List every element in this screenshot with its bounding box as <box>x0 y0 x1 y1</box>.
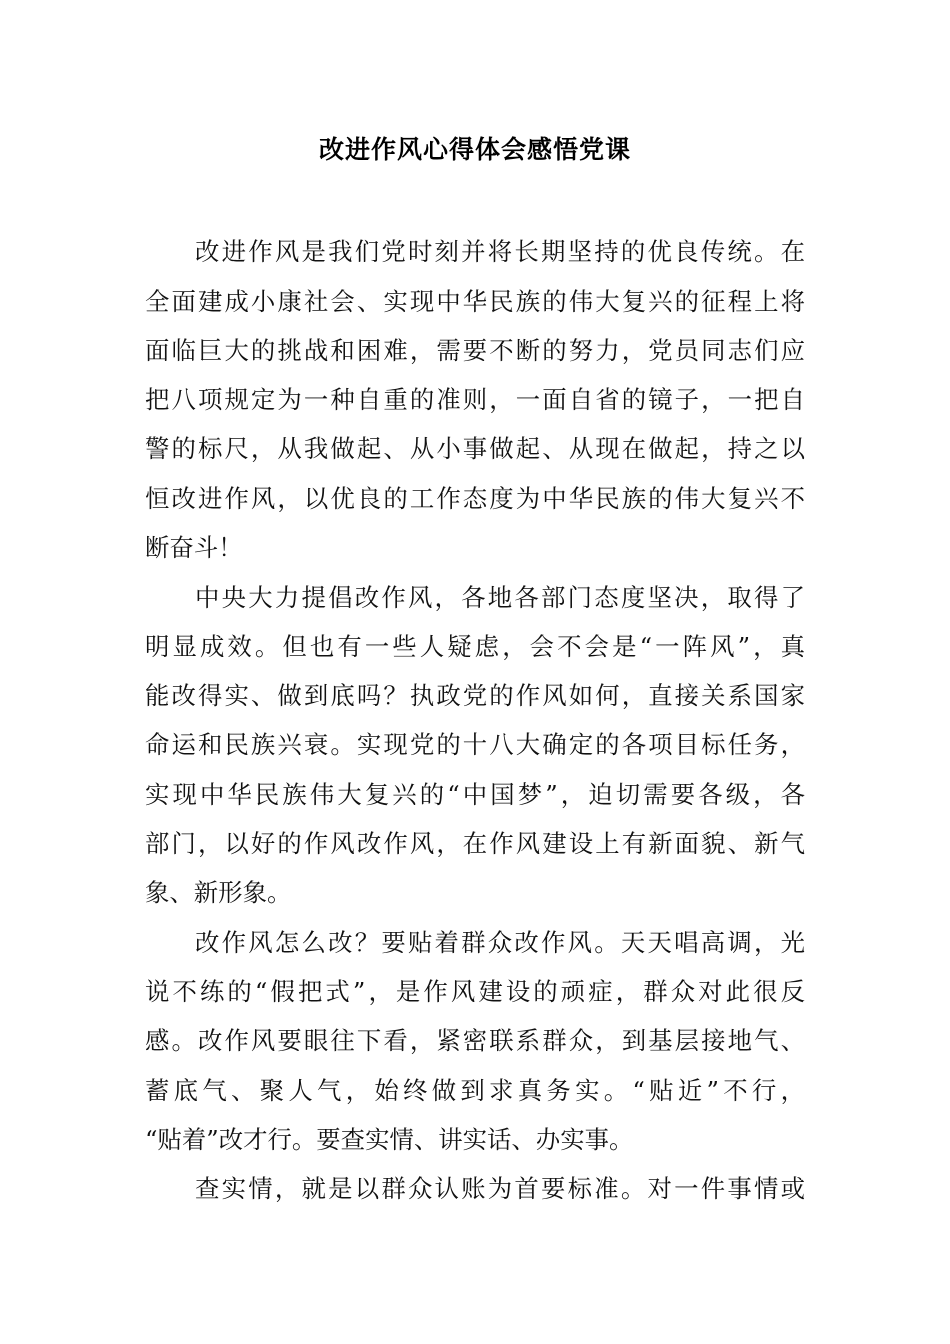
text-line: 改作风怎么改？要贴着群众改作风。天天唱高调，光 <box>195 928 805 957</box>
text-line: 把八项规定为一种自重的准则，一面自省的镜子，一把自 <box>145 385 805 414</box>
document-title: 改进作风心得体会感悟党课 <box>318 135 631 164</box>
text-line: 警的标尺，从我做起、从小事做起、从现在做起，持之以 <box>145 434 805 463</box>
text-line: 说不练的“假把式”，是作风建设的顽症，群众对此很反 <box>145 977 805 1006</box>
text-line: “贴着”改才行。要查实情、讲实话、办实事。 <box>145 1125 634 1154</box>
text-line: 蓄底气、聚人气，始终做到求真务实。“贴近”不行， <box>145 1076 805 1105</box>
text-line: 面临巨大的挑战和困难，需要不断的努力，党员同志们应 <box>145 336 805 365</box>
text-line: 断奋斗！ <box>145 533 243 562</box>
text-line: 能改得实、做到底吗？执政党的作风如何，直接关系国家 <box>145 681 805 710</box>
text-line: 改进作风是我们党时刻并将长期坚持的优良传统。在 <box>195 237 805 266</box>
text-line: 实现中华民族伟大复兴的“中国梦”，迫切需要各级，各 <box>145 780 805 809</box>
text-line: 象、新形象。 <box>145 878 292 907</box>
text-line: 全面建成小康社会、实现中华民族的伟大复兴的征程上将 <box>145 287 805 316</box>
text-line: 中央大力提倡改作风，各地各部门态度坚决，取得了 <box>195 583 805 612</box>
text-line: 感。改作风要眼往下看，紧密联系群众，到基层接地气、 <box>145 1026 805 1055</box>
text-line: 命运和民族兴衰。实现党的十八大确定的各项目标任务， <box>145 730 805 759</box>
text-line: 明显成效。但也有一些人疑虑，会不会是“一阵风”，真 <box>145 632 805 661</box>
text-line: 恒改进作风，以优良的工作态度为中华民族的伟大复兴不 <box>145 484 805 513</box>
text-line: 查实情，就是以群众认账为首要标准。对一件事情或 <box>195 1174 805 1203</box>
text-line: 部门，以好的作风改作风，在作风建设上有新面貌、新气 <box>145 829 805 858</box>
